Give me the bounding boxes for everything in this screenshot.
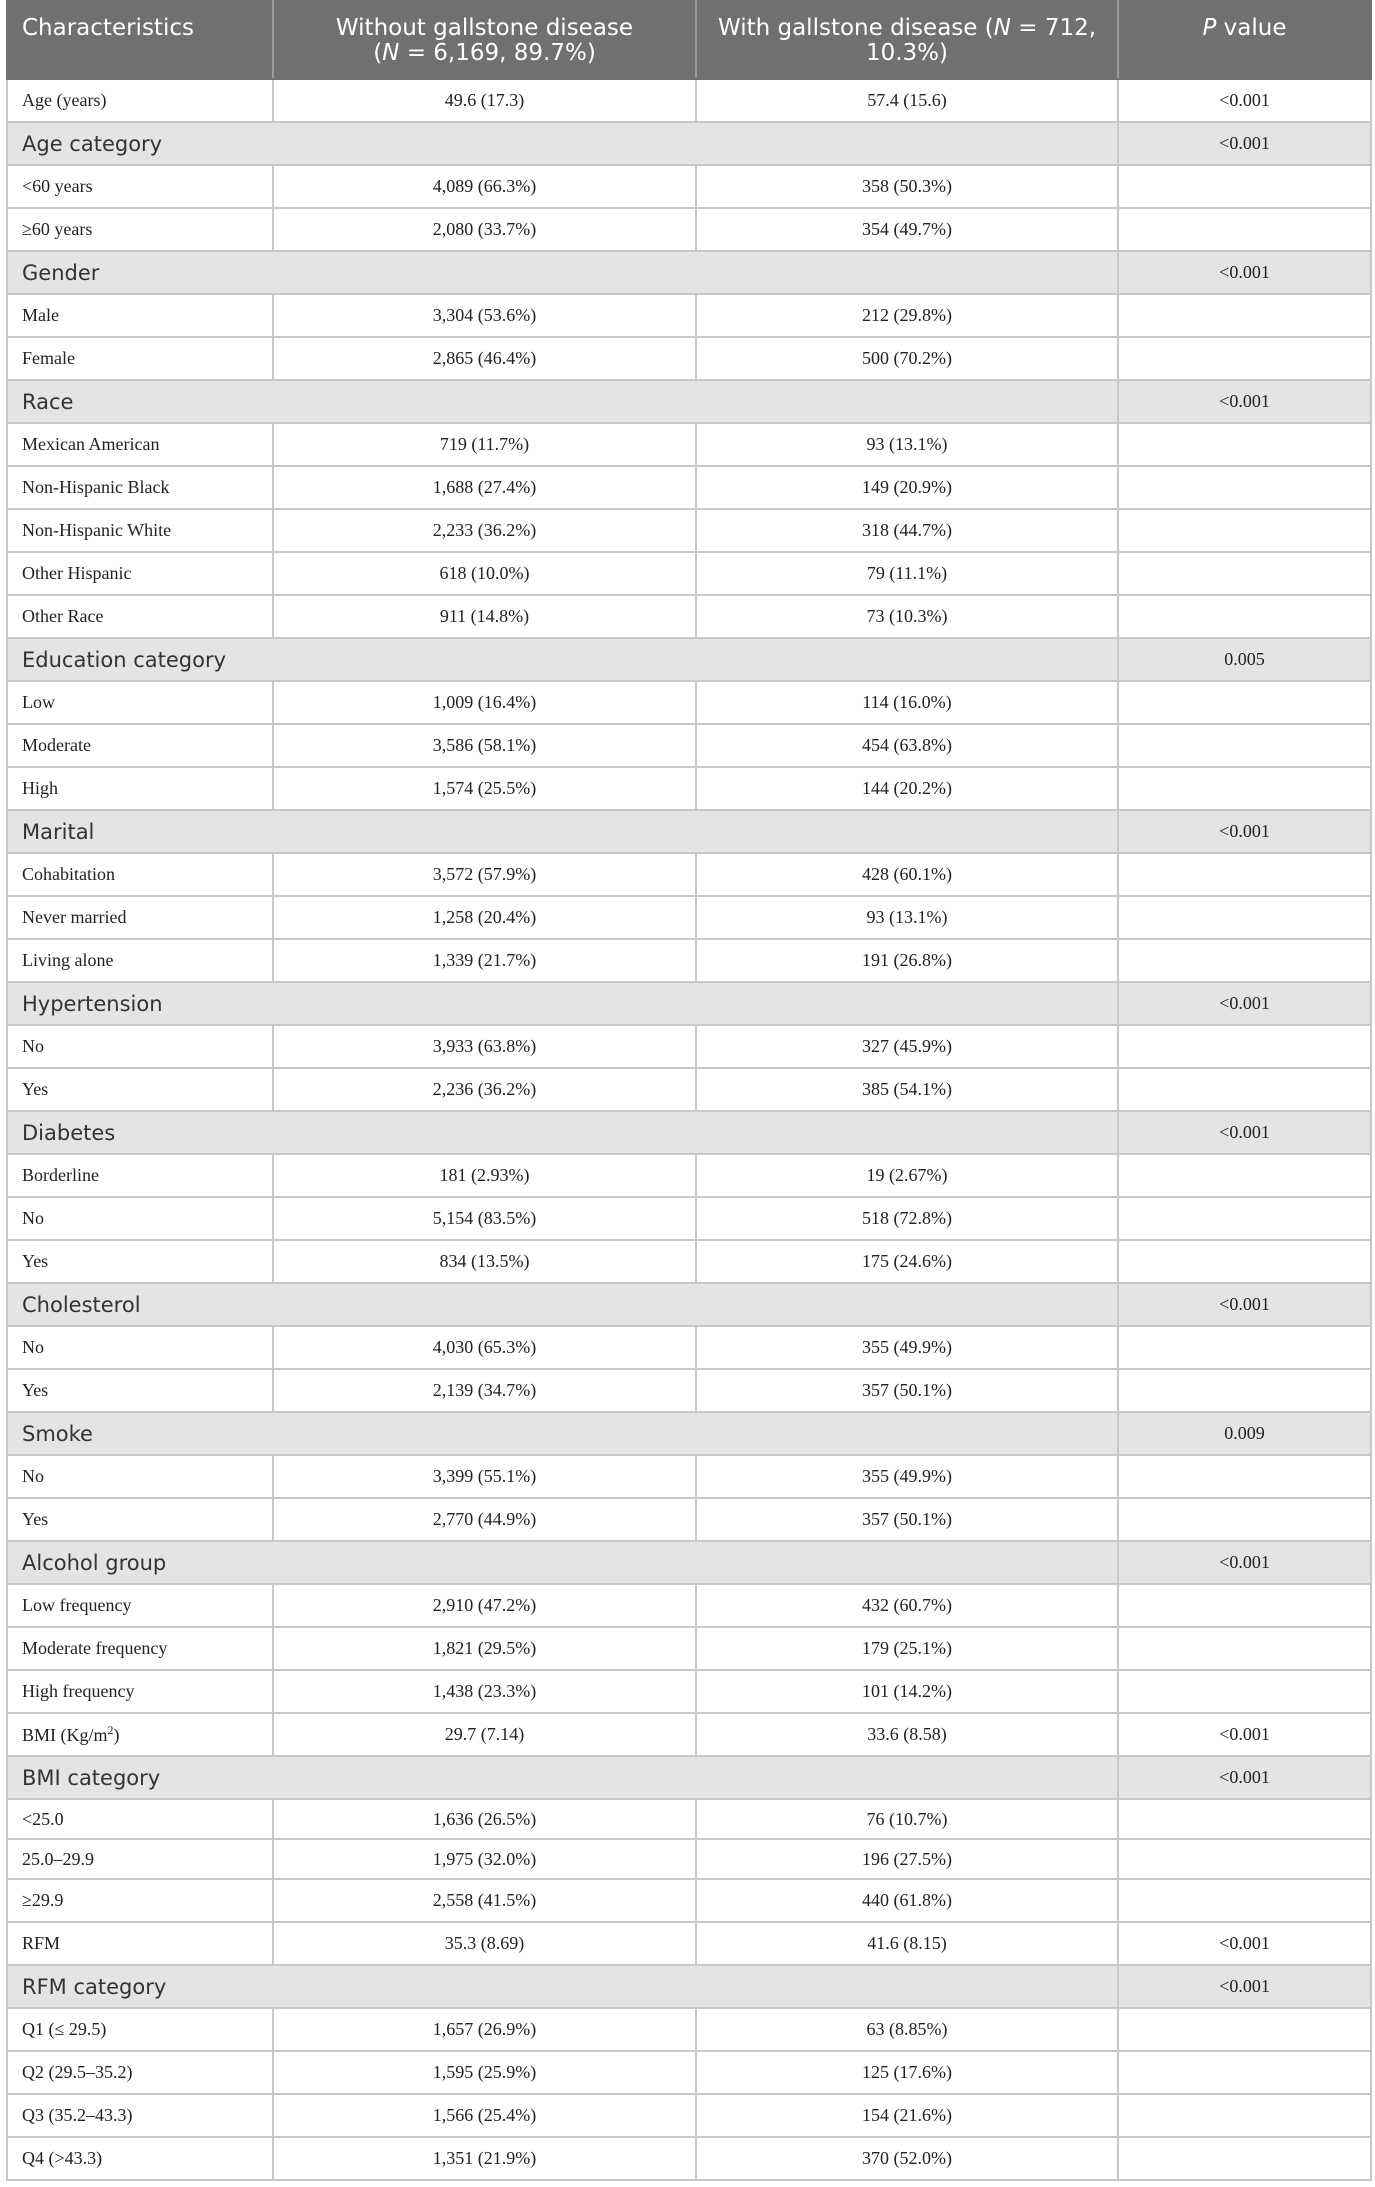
with-gallstone-cell: 385 (54.1%) [696,1068,1118,1111]
with-gallstone-cell: 19 (2.67%) [696,1154,1118,1197]
characteristic-cell: No [7,1326,273,1369]
table-row [7,1369,1371,1412]
with-gallstone-cell: 327 (45.9%) [696,1025,1118,1068]
characteristic-cell: ≥60 years [7,208,273,251]
table-row [7,1068,1371,1111]
p-value-cell [1118,767,1371,810]
without-gallstone-cell: 618 (10.0%) [273,552,696,595]
without-gallstone-cell: 2,080 (33.7%) [273,208,696,251]
group-label: Marital [7,810,1118,853]
p-value-cell: <0.001 [1118,1713,1371,1756]
with-gallstone-cell: 191 (26.8%) [696,939,1118,982]
without-gallstone-cell: 2,770 (44.9%) [273,1498,696,1541]
table-row [7,2008,1371,2051]
table-row [7,681,1371,724]
table-row [7,1025,1371,1068]
characteristic-cell: Moderate frequency [7,1627,273,1670]
characteristic-cell: ≥29.9 [7,1879,273,1922]
without-gallstone-cell: 1,688 (27.4%) [273,466,696,509]
with-gallstone-cell: 79 (11.1%) [696,552,1118,595]
table-row [7,1584,1371,1627]
p-value-cell [1118,337,1371,380]
header-p-value [1118,1,1371,79]
table-row [7,337,1371,380]
without-gallstone-cell: 3,399 (55.1%) [273,1455,696,1498]
with-gallstone-cell: 358 (50.3%) [696,165,1118,208]
header-without-n: N [382,40,400,66]
table-row [7,79,1371,122]
characteristic-cell [7,1713,273,1756]
group-header-row [7,380,1371,423]
p-value-cell: <0.001 [1118,251,1371,294]
with-gallstone-cell: 212 (29.8%) [696,294,1118,337]
p-value-cell [1118,896,1371,939]
characteristic-cell: Non-Hispanic Black [7,466,273,509]
table-row [7,1154,1371,1197]
group-label: Education category [7,638,1118,681]
with-gallstone-cell: 93 (13.1%) [696,896,1118,939]
characteristic-cell: Q2 (29.5–35.2) [7,2051,273,2094]
characteristic-cell: Q3 (35.2–43.3) [7,2094,273,2137]
with-gallstone-cell: 432 (60.7%) [696,1584,1118,1627]
table-body [7,79,1371,2180]
p-value-cell [1118,1240,1371,1283]
table-row [7,165,1371,208]
characteristic-text: BMI (Kg/m [22,1725,108,1745]
p-value-cell [1118,2094,1371,2137]
group-header-row [7,1541,1371,1584]
table-row [7,2137,1371,2180]
with-gallstone-cell: 144 (20.2%) [696,767,1118,810]
group-label: Smoke [7,1412,1118,1455]
characteristic-cell: Yes [7,1240,273,1283]
characteristic-cell: <60 years [7,165,273,208]
table-row [7,1879,1371,1922]
without-gallstone-cell: 2,910 (47.2%) [273,1584,696,1627]
table-row [7,466,1371,509]
with-gallstone-cell: 357 (50.1%) [696,1498,1118,1541]
characteristic-cell: Never married [7,896,273,939]
group-label: Alcohol group [7,1541,1118,1584]
group-header-row [7,638,1371,681]
table-row [7,939,1371,982]
p-value-cell [1118,1839,1371,1879]
characteristic-cell: Yes [7,1068,273,1111]
characteristic-cell: RFM [7,1922,273,1965]
characteristic-cell: Low frequency [7,1584,273,1627]
table-row [7,552,1371,595]
group-label: Gender [7,251,1118,294]
with-gallstone-cell: 41.6 (8.15) [696,1922,1118,1965]
without-gallstone-cell: 2,865 (46.4%) [273,337,696,380]
p-value-cell [1118,1455,1371,1498]
without-gallstone-cell: 29.7 (7.14) [273,1713,696,1756]
table-row [7,1839,1371,1879]
with-gallstone-cell: 93 (13.1%) [696,423,1118,466]
without-gallstone-cell: 2,558 (41.5%) [273,1879,696,1922]
without-gallstone-cell: 3,586 (58.1%) [273,724,696,767]
without-gallstone-cell: 4,089 (66.3%) [273,165,696,208]
p-value-cell [1118,1326,1371,1369]
characteristic-cell: Cohabitation [7,853,273,896]
group-header-row [7,1756,1371,1799]
characteristic-cell: Moderate [7,724,273,767]
header-without-line2-rest: = 6,169, 89.7%) [399,40,596,66]
characteristic-suffix: ) [113,1725,120,1745]
header-with-line1-pre: With gallstone disease ( [717,15,994,41]
header-row [7,1,1371,79]
without-gallstone-cell: 49.6 (17.3) [273,79,696,122]
table-row [7,2051,1371,2094]
header-with-line1-post: = 712, [1010,15,1097,41]
with-gallstone-cell: 518 (72.8%) [696,1197,1118,1240]
characteristic-cell: Non-Hispanic White [7,509,273,552]
with-gallstone-cell: 125 (17.6%) [696,2051,1118,2094]
characteristic-cell: Yes [7,1498,273,1541]
without-gallstone-cell: 1,821 (29.5%) [273,1627,696,1670]
table-row [7,896,1371,939]
group-header-row [7,1111,1371,1154]
without-gallstone-cell: 1,975 (32.0%) [273,1839,696,1879]
without-gallstone-cell: 2,236 (36.2%) [273,1068,696,1111]
group-header-row [7,810,1371,853]
with-gallstone-cell: 76 (10.7%) [696,1799,1118,1839]
without-gallstone-cell: 35.3 (8.69) [273,1922,696,1965]
p-value-cell [1118,1369,1371,1412]
table-row [7,1455,1371,1498]
p-value-cell [1118,208,1371,251]
group-label: Hypertension [7,982,1118,1025]
group-header-row [7,251,1371,294]
p-value-cell [1118,466,1371,509]
table-row [7,1197,1371,1240]
table-row [7,1670,1371,1713]
with-gallstone-cell: 196 (27.5%) [696,1839,1118,1879]
p-value-cell [1118,1584,1371,1627]
characteristic-cell: Mexican American [7,423,273,466]
group-label: Age category [7,122,1118,165]
without-gallstone-cell: 2,139 (34.7%) [273,1369,696,1412]
header-with-n: N [993,15,1011,41]
with-gallstone-cell: 179 (25.1%) [696,1627,1118,1670]
group-header-row [7,1965,1371,2008]
p-value-cell [1118,1879,1371,1922]
with-gallstone-cell: 500 (70.2%) [696,337,1118,380]
p-value-cell [1118,423,1371,466]
characteristic-cell: Q4 (>43.3) [7,2137,273,2180]
p-value-cell [1118,595,1371,638]
table-row [7,423,1371,466]
header-without-line1: Without gallstone disease [335,15,634,41]
header-with-gallstone [696,1,1118,79]
p-value-cell [1118,1498,1371,1541]
group-label: RFM category [7,1965,1118,2008]
header-p-rest: value [1216,15,1287,41]
without-gallstone-cell: 911 (14.8%) [273,595,696,638]
p-value-cell: <0.001 [1118,1111,1371,1154]
table-row [7,595,1371,638]
p-value-cell [1118,1025,1371,1068]
group-label: Cholesterol [7,1283,1118,1326]
p-value-cell: 0.009 [1118,1412,1371,1455]
p-value-cell [1118,552,1371,595]
header-without-gallstone [273,1,696,79]
with-gallstone-cell: 355 (49.9%) [696,1326,1118,1369]
table-row [7,294,1371,337]
without-gallstone-cell: 834 (13.5%) [273,1240,696,1283]
p-value-cell [1118,939,1371,982]
with-gallstone-cell: 33.6 (8.58) [696,1713,1118,1756]
table-row [7,1799,1371,1839]
table-row [7,724,1371,767]
p-value-cell [1118,509,1371,552]
without-gallstone-cell: 1,258 (20.4%) [273,896,696,939]
p-value-cell: <0.001 [1118,79,1371,122]
with-gallstone-cell: 175 (24.6%) [696,1240,1118,1283]
table-row [7,1498,1371,1541]
without-gallstone-cell: 5,154 (83.5%) [273,1197,696,1240]
group-header-row [7,982,1371,1025]
with-gallstone-cell: 354 (49.7%) [696,208,1118,251]
without-gallstone-cell: 3,304 (53.6%) [273,294,696,337]
p-value-cell: <0.001 [1118,1541,1371,1584]
group-header-row [7,1412,1371,1455]
characteristic-cell: No [7,1197,273,1240]
characteristic-cell: <25.0 [7,1799,273,1839]
with-gallstone-cell: 63 (8.85%) [696,2008,1118,2051]
characteristic-cell: Other Race [7,595,273,638]
without-gallstone-cell: 3,572 (57.9%) [273,853,696,896]
p-value-cell: <0.001 [1118,1922,1371,1965]
characteristic-cell: High [7,767,273,810]
without-gallstone-cell: 1,636 (26.5%) [273,1799,696,1839]
with-gallstone-cell: 154 (21.6%) [696,2094,1118,2137]
p-value-cell [1118,294,1371,337]
with-gallstone-cell: 73 (10.3%) [696,595,1118,638]
p-value-cell: <0.001 [1118,1283,1371,1326]
p-value-cell [1118,724,1371,767]
p-value-cell: <0.001 [1118,122,1371,165]
characteristic-cell: Q1 (≤ 29.5) [7,2008,273,2051]
group-label: BMI category [7,1756,1118,1799]
p-value-cell [1118,165,1371,208]
header-characteristics: Characteristics [7,1,273,79]
p-value-cell [1118,853,1371,896]
table-row [7,1713,1371,1756]
p-value-cell [1118,1197,1371,1240]
without-gallstone-cell: 1,657 (26.9%) [273,2008,696,2051]
table-row [7,1922,1371,1965]
with-gallstone-cell: 149 (20.9%) [696,466,1118,509]
characteristic-cell: 25.0–29.9 [7,1839,273,1879]
header-p-letter: P [1202,15,1217,41]
table-row [7,1240,1371,1283]
without-gallstone-cell: 1,574 (25.5%) [273,767,696,810]
p-value-cell [1118,2137,1371,2180]
table-row [7,767,1371,810]
table-row [7,509,1371,552]
table-header [7,1,1371,79]
characteristic-cell: No [7,1025,273,1068]
table-row [7,1627,1371,1670]
characteristic-cell: Female [7,337,273,380]
characteristic-cell: Male [7,294,273,337]
header-without-line2-open: ( [373,40,383,66]
table-row [7,853,1371,896]
p-value-cell: <0.001 [1118,810,1371,853]
with-gallstone-cell: 114 (16.0%) [696,681,1118,724]
characteristic-cell: Yes [7,1369,273,1412]
without-gallstone-cell: 4,030 (65.3%) [273,1326,696,1369]
without-gallstone-cell: 1,595 (25.9%) [273,2051,696,2094]
with-gallstone-cell: 370 (52.0%) [696,2137,1118,2180]
p-value-cell [1118,1799,1371,1839]
characteristic-cell: High frequency [7,1670,273,1713]
p-value-cell: <0.001 [1118,1965,1371,2008]
table-row [7,1326,1371,1369]
without-gallstone-cell: 1,438 (23.3%) [273,1670,696,1713]
group-label: Diabetes [7,1111,1118,1154]
with-gallstone-cell: 355 (49.9%) [696,1455,1118,1498]
p-value-cell [1118,1670,1371,1713]
with-gallstone-cell: 57.4 (15.6) [696,79,1118,122]
without-gallstone-cell: 1,009 (16.4%) [273,681,696,724]
p-value-cell [1118,1627,1371,1670]
without-gallstone-cell: 2,233 (36.2%) [273,509,696,552]
without-gallstone-cell: 1,351 (21.9%) [273,2137,696,2180]
group-label: Race [7,380,1118,423]
header-with-line2: 10.3%) [865,40,949,66]
without-gallstone-cell: 3,933 (63.8%) [273,1025,696,1068]
with-gallstone-cell: 440 (61.8%) [696,1879,1118,1922]
characteristic-cell: Other Hispanic [7,552,273,595]
with-gallstone-cell: 318 (44.7%) [696,509,1118,552]
p-value-cell [1118,1068,1371,1111]
characteristic-cell: No [7,1455,273,1498]
table-row [7,2094,1371,2137]
without-gallstone-cell: 1,566 (25.4%) [273,2094,696,2137]
p-value-cell [1118,2008,1371,2051]
p-value-cell: 0.005 [1118,638,1371,681]
without-gallstone-cell: 181 (2.93%) [273,1154,696,1197]
characteristic-cell: Low [7,681,273,724]
group-header-row [7,1283,1371,1326]
without-gallstone-cell: 1,339 (21.7%) [273,939,696,982]
p-value-cell: <0.001 [1118,1756,1371,1799]
characteristic-cell: Living alone [7,939,273,982]
characteristic-cell: Age (years) [7,79,273,122]
p-value-cell: <0.001 [1118,982,1371,1025]
without-gallstone-cell: 719 (11.7%) [273,423,696,466]
table-row [7,208,1371,251]
p-value-cell: <0.001 [1118,380,1371,423]
with-gallstone-cell: 454 (63.8%) [696,724,1118,767]
with-gallstone-cell: 101 (14.2%) [696,1670,1118,1713]
superscript: 2 [107,1723,114,1737]
characteristic-cell: Borderline [7,1154,273,1197]
with-gallstone-cell: 357 (50.1%) [696,1369,1118,1412]
characteristics-table [6,0,1372,2181]
p-value-cell [1118,1154,1371,1197]
group-header-row [7,122,1371,165]
p-value-cell [1118,2051,1371,2094]
with-gallstone-cell: 428 (60.1%) [696,853,1118,896]
p-value-cell [1118,681,1371,724]
